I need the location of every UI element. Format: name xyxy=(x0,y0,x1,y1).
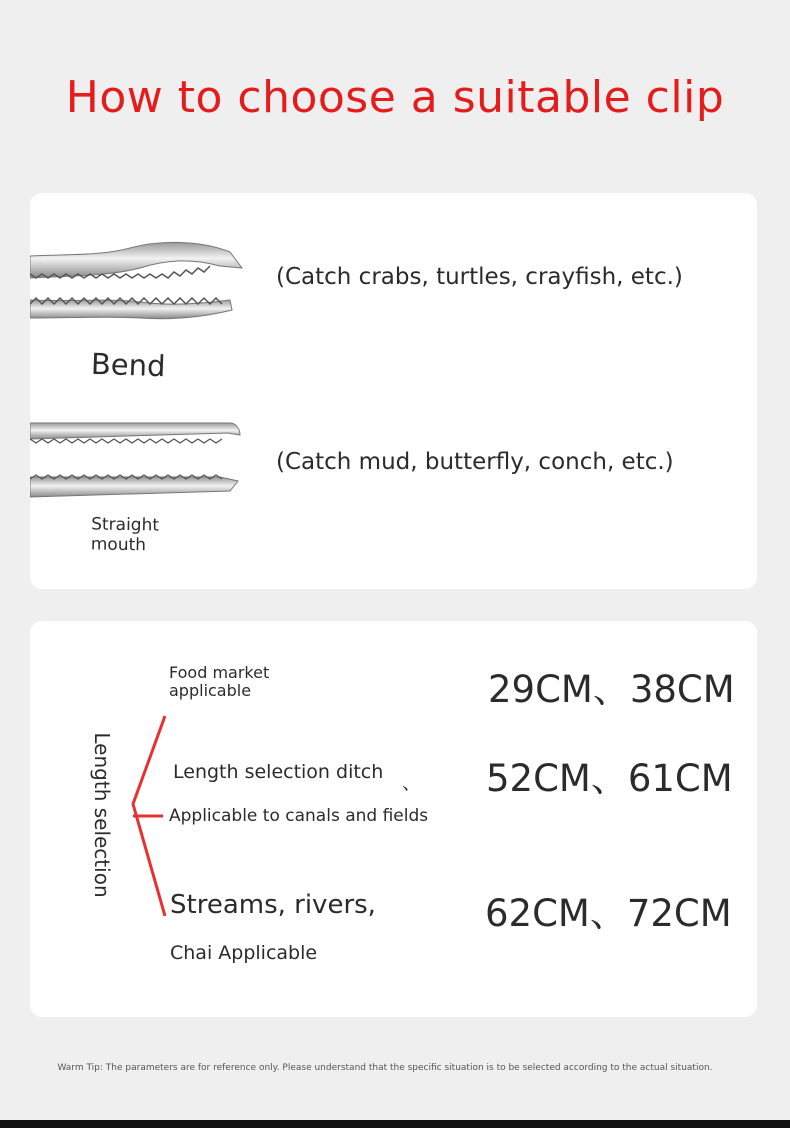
length-row-2-line1: Length selection ditch xyxy=(173,761,384,783)
length-row-1-line2: applicable xyxy=(169,681,252,700)
length-row-2-line1-tail: 、 xyxy=(402,772,422,794)
length-row-1-values: 29CM、38CM xyxy=(488,668,735,711)
length-row-3-line1: Streams, rivers, xyxy=(170,890,376,920)
straight-clip-description: (Catch mud, butterfly, conch, etc.) xyxy=(276,449,674,475)
length-row-3-values: 62CM、72CM xyxy=(485,892,732,935)
page-title: How to choose a suitable clip xyxy=(65,72,725,123)
straight-clip-label-line1: Straight xyxy=(91,514,160,536)
bend-clip-description: (Catch crabs, turtles, crayfish, etc.) xyxy=(276,264,683,290)
length-row-2-line2: Applicable to canals and fields xyxy=(169,806,429,826)
length-row-2-values: 52CM、61CM xyxy=(486,757,733,800)
straight-clip-label-line2: mouth xyxy=(90,534,147,556)
straight-clip-label xyxy=(91,514,160,555)
length-row-3-line2: Chai Applicable xyxy=(170,942,318,964)
length-row-1-label xyxy=(169,664,269,700)
straight-clip-image xyxy=(30,419,250,504)
bottom-bar xyxy=(0,1120,790,1128)
length-row-1-line1: Food market xyxy=(169,663,270,682)
warm-tip: Warm Tip: The parameters are for reference only. Please understand that the specific situation is to be selected according to the actual situation. xyxy=(57,1063,713,1073)
length-selection-heading: Length selection xyxy=(90,732,114,898)
bend-clip-image xyxy=(30,238,250,333)
clip-type-card xyxy=(30,193,757,589)
bend-clip-label: Bend xyxy=(90,346,167,384)
